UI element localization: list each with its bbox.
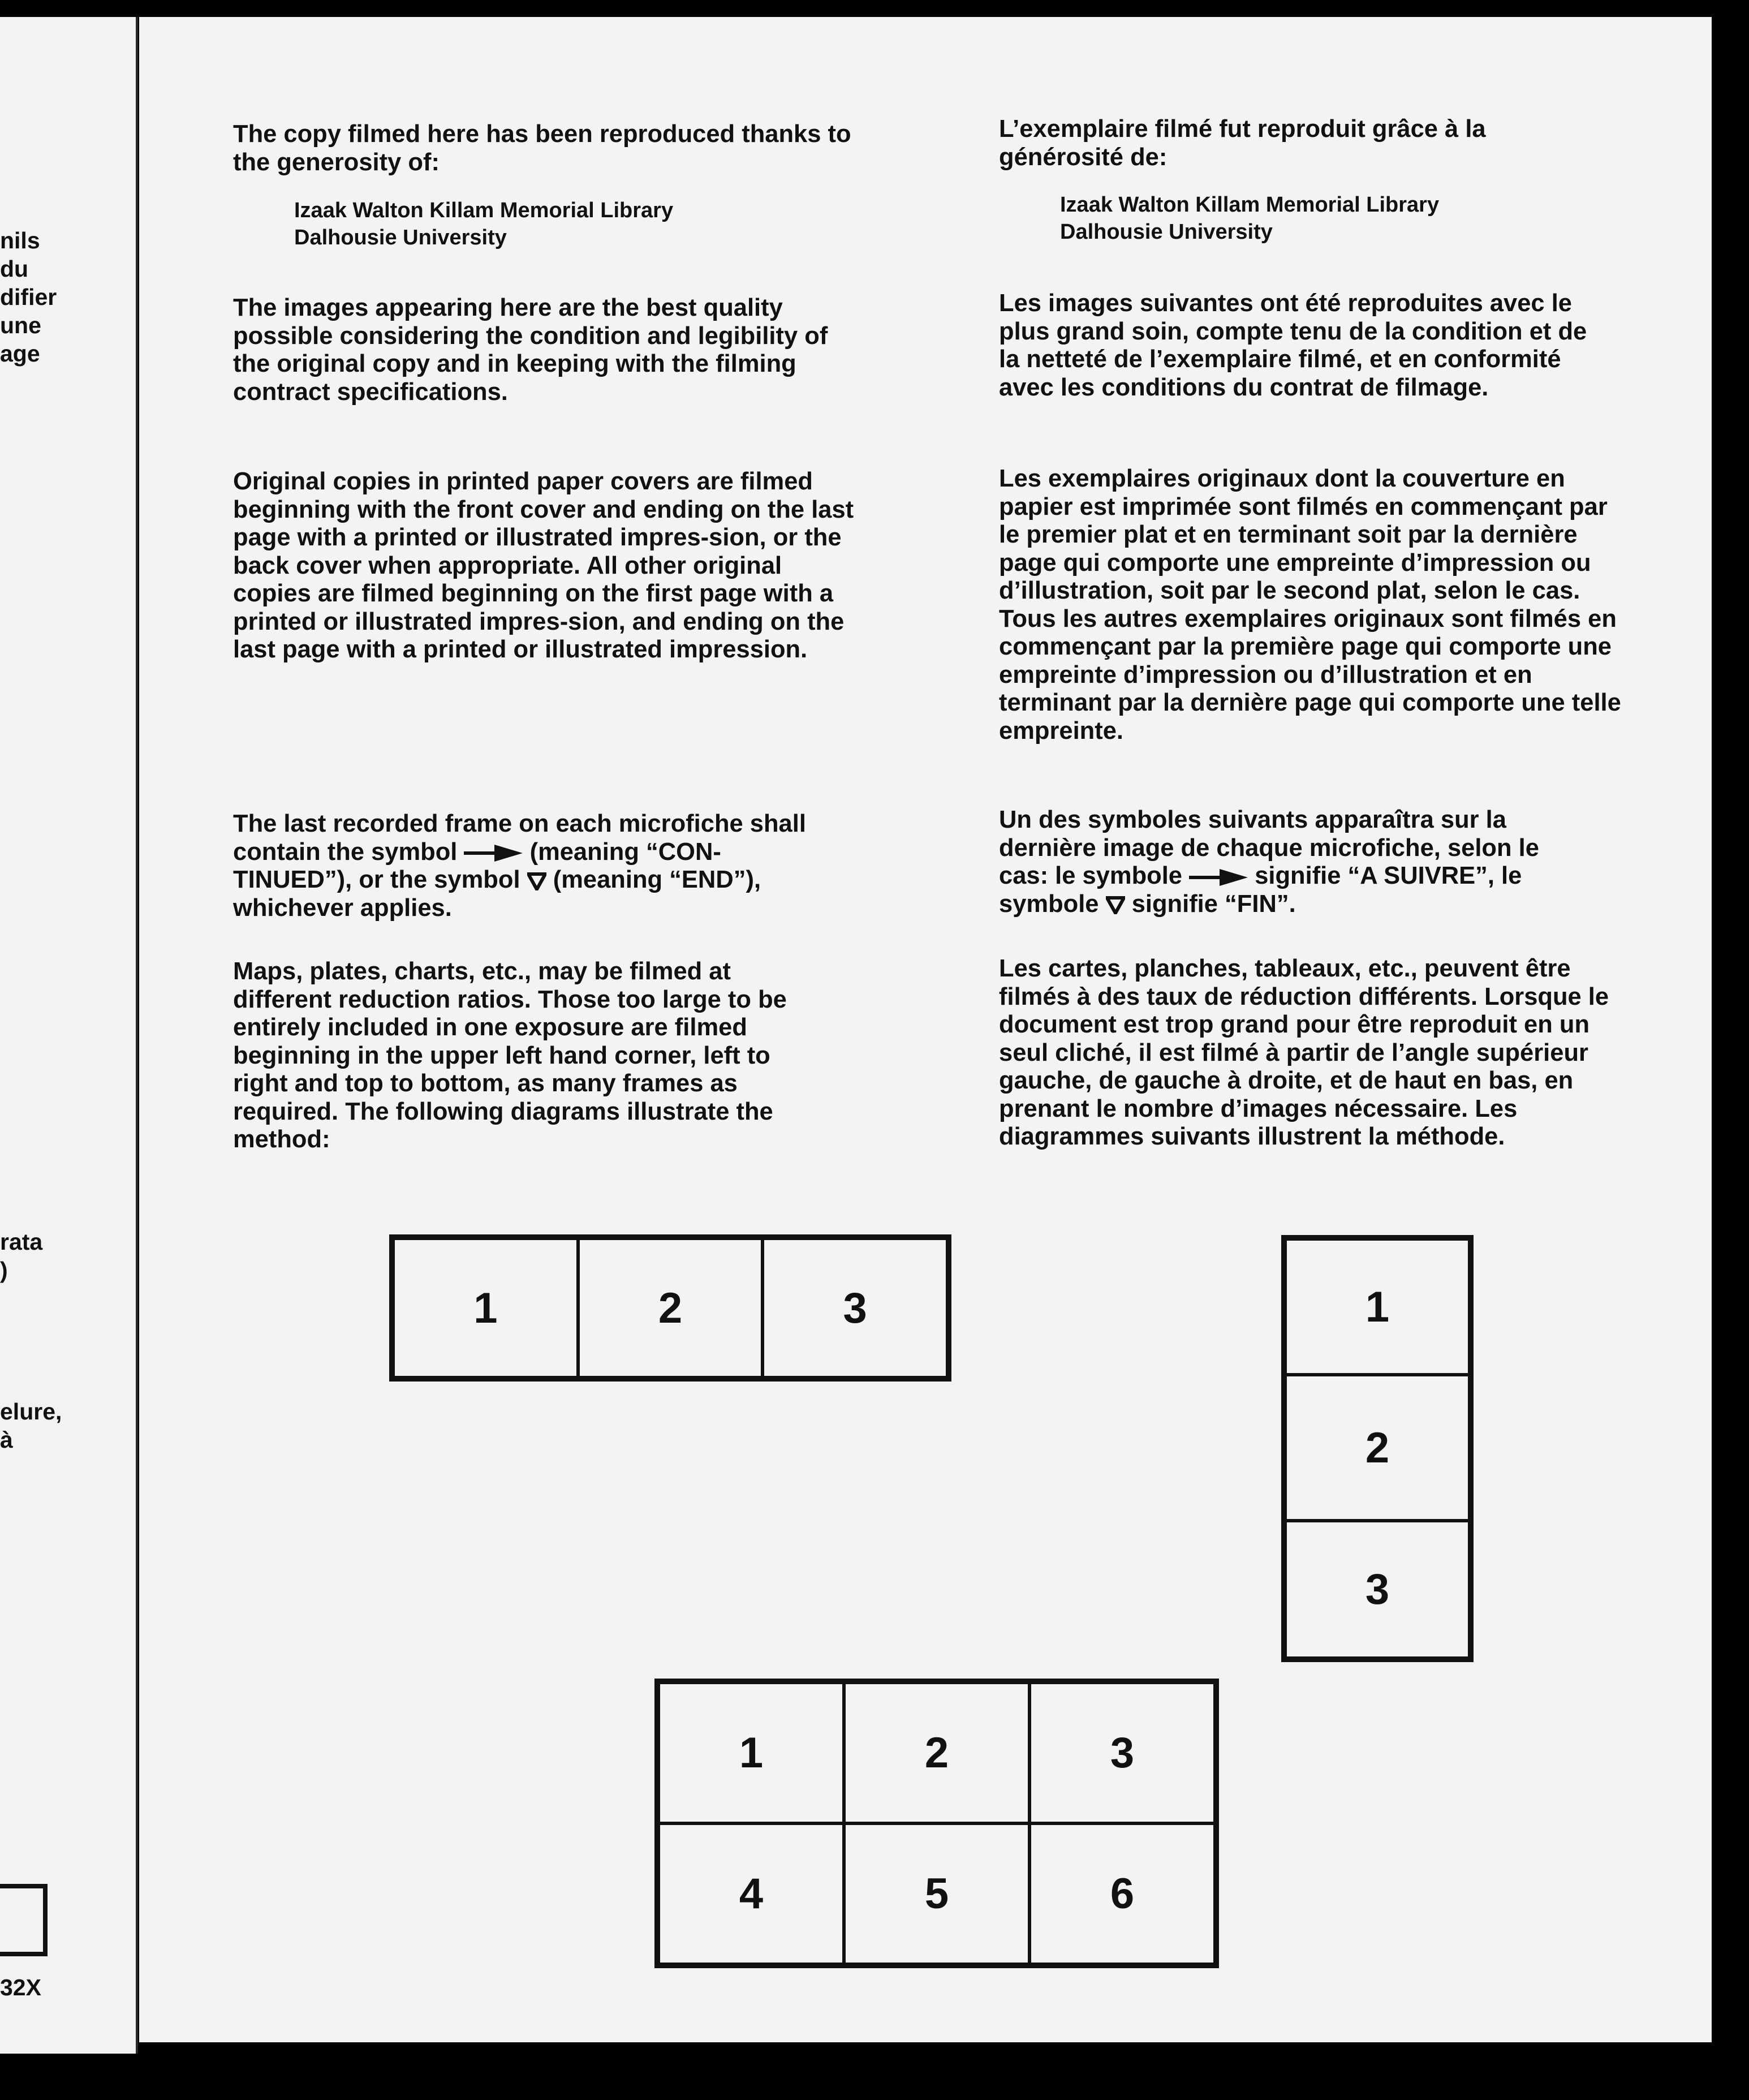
fragment-line: ) (0, 1257, 8, 1283)
grid-frames-diagram (654, 1679, 1219, 1968)
symbols-paragraph-fr (999, 806, 1576, 918)
frame-cell: 2 (1285, 1375, 1470, 1520)
fragment-line: nils (0, 227, 40, 253)
originals-paragraph-en: Original copies in printed paper covers are filmed beginning with the front cover and ending on the last page with a printed or illustrated impres-sion, or the back cover when appropriate. All other original copies are filmed beginning on the first page with a printed or illustrated impres-sion, and ending on the last page with a printed or illustrated impression. (233, 468, 854, 663)
horizontal-frames-diagram (389, 1234, 951, 1382)
originals-paragraph-fr: Les exemplaires originaux dont la couverture en papier est imprimée sont filmés en commençant par le premier plat et en terminant soit par la dernière page qui comporte une empreinte d’impression ou d’illustration, soit par le second plat, selon le cas. Tous les autres exemplaires originaux sont filmés en commençant par la première page qui comporte une empreinte d’impression ou d’illustration et en terminant par la dernière page qui comporte une telle empreinte. (999, 465, 1621, 745)
frame-cell: 1 (658, 1682, 844, 1823)
fragment-line: une (0, 312, 41, 338)
library-name-en: Izaak Walton Killam Memorial Library (294, 199, 674, 222)
vertical-frames-diagram (1281, 1235, 1474, 1662)
symbols-text-3: (meaning “END”), whichever applies. (233, 866, 761, 922)
fragment-line: difier (0, 284, 57, 310)
end-triangle-icon (527, 866, 546, 893)
symbols-text-1: Un des symboles suivants apparaîtra sur la dernière image de chaque microfiche, selon le cas: le symbole (999, 806, 1539, 889)
university-name-en: Dalhousie University (294, 226, 507, 249)
symbols-text-1: The last recorded frame on each microfiche shall contain the symbol (233, 810, 806, 866)
frame-cell: 2 (844, 1682, 1029, 1823)
frame-cell: 1 (1285, 1239, 1470, 1375)
fragment-line: elure, (0, 1398, 62, 1425)
fragment-line: du (0, 256, 29, 282)
symbols-text-2: signifie “A SUIVRE”, le symbole (999, 862, 1522, 918)
frame-cell: 4 (658, 1823, 844, 1964)
fragment-line: rata (0, 1229, 43, 1255)
frame-cell: 2 (578, 1238, 763, 1378)
thanks-paragraph-en: The copy filmed here has been reproduced thanks to the generosity of: (233, 121, 851, 176)
frame-cell: 1 (393, 1238, 578, 1378)
fragment-line: 32X (0, 1974, 41, 2000)
thanks-paragraph-fr: L’exemplaire filmé fut reproduit grâce à la générosité de: (999, 115, 1486, 171)
frame-cell: 3 (1285, 1521, 1470, 1658)
frame-cell: 5 (844, 1823, 1029, 1964)
frame-cell: 6 (1029, 1823, 1215, 1964)
symbols-text-2: (meaning “CON-TINUED”), or the symbol (233, 838, 721, 893)
university-name-fr: Dalhousie University (1060, 220, 1273, 244)
end-triangle-icon (1106, 890, 1125, 918)
fragment-box (0, 1884, 48, 1956)
maps-paragraph-en: Maps, plates, charts, etc., may be filmed at different reduction ratios. Those too large to be entirely included in one exposure are filmed beginning in the upper left hand corner, left to right and top to bottom, as many frames as required. The following diagrams illustrate the method: (233, 958, 787, 1153)
symbols-paragraph-en (233, 810, 827, 922)
adjacent-page-fragment (0, 17, 138, 2054)
frame-cell: 3 (763, 1238, 947, 1378)
continued-arrow-icon (464, 838, 523, 866)
symbols-text-3: signifie “FIN”. (1131, 890, 1296, 918)
fragment-line: age (0, 341, 40, 367)
quality-paragraph-fr: Les images suivantes ont été reproduites avec le plus grand soin, compte tenu de la condition et de la netteté de l’exemplaire filmé, et en conformité avec les conditions du contrat de filmage. (999, 290, 1587, 401)
frame-cell: 3 (1029, 1682, 1215, 1823)
continued-arrow-icon (1189, 862, 1248, 889)
maps-paragraph-fr: Les cartes, planches, tableaux, etc., peuvent être filmés à des taux de réduction différents. Lorsque le document est trop grand pour être reproduit en un seul cliché, il est filmé à partir de l’angle supérieur gauche, de gauche à droite, et de haut en bas, en prenant le nombre d’images nécessaire. Les diagrammes suivants illustrent la méthode. (999, 955, 1609, 1150)
library-name-fr: Izaak Walton Killam Memorial Library (1060, 193, 1440, 217)
quality-paragraph-en: The images appearing here are the best quality possible considering the condition and legibility of the original copy and in keeping with the filming contract specifications. (233, 294, 828, 406)
fragment-line: à (0, 1427, 13, 1453)
film-edge (1712, 17, 1749, 2042)
